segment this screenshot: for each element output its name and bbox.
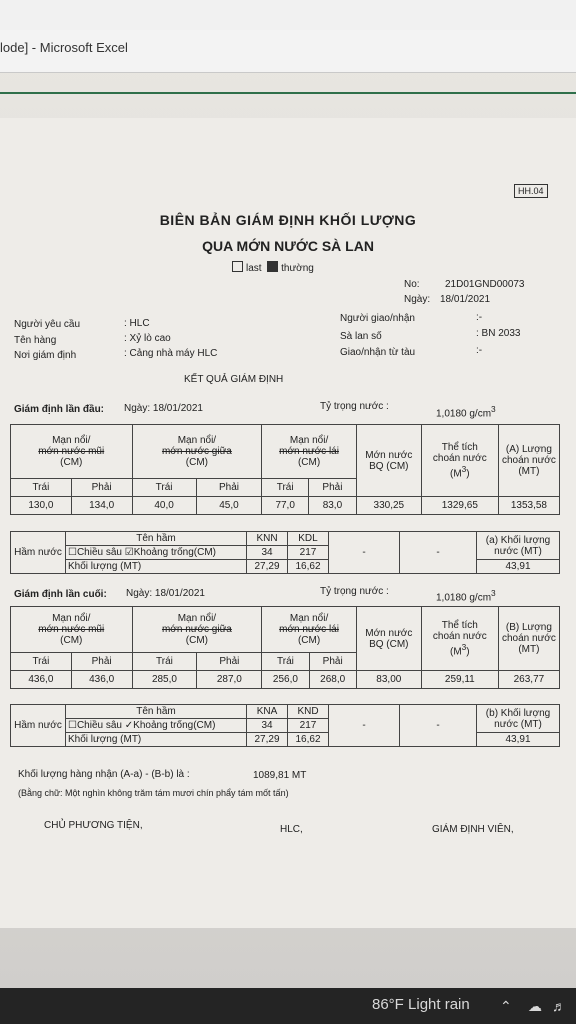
water-total-value: 43,91 — [477, 560, 560, 574]
summary-label: Khối lượng hàng nhận (A-a) - (B-b) là : — [18, 769, 190, 780]
value-cell: 1329,65 — [421, 497, 498, 515]
ship-label: Giao/nhận từ tàu — [340, 347, 416, 358]
date-value: 18/01/2021 — [440, 294, 491, 305]
option-value: 217 — [288, 546, 329, 560]
measure-option[interactable]: ☐Chiều sâu ✓Khoảng trống(CM) — [66, 719, 247, 733]
goods-value: : Xỷ lò cao — [124, 333, 171, 344]
last-density-value: 1,0180 $g/cm^3$ — [436, 588, 496, 604]
top-strip — [0, 0, 576, 30]
value-cell: 130,0 — [11, 497, 72, 515]
first-draft-table — [10, 424, 560, 515]
value-cell: 256,0 — [262, 671, 309, 689]
date-label: Ngày: — [404, 294, 431, 305]
amount-in-words: (Bằng chữ: Một nghìn không trăm tám mươi chín phẩy tám mốt tấn) — [18, 788, 289, 798]
knn-header: KNN — [247, 532, 288, 546]
summary-value: 1089,81 MT — [253, 770, 307, 781]
option-value: 34 — [247, 546, 288, 560]
last-draft-table — [10, 606, 560, 689]
aft-header: Mạn nổi/ mớn nước lái (CM) — [262, 425, 357, 479]
value-cell: 83,00 — [356, 671, 421, 689]
value-cell: 268,0 — [309, 671, 356, 689]
value-cell: 285,0 — [132, 671, 197, 689]
col-left: Trái — [132, 653, 197, 671]
last-water-table — [10, 704, 560, 747]
water-total-label: (a) Khối lượng nước (MT) — [477, 532, 560, 560]
value-cell: 83,0 — [309, 497, 357, 515]
option-value: 217 — [288, 719, 329, 733]
col-left: Trái — [132, 479, 196, 497]
col-right: Phải — [71, 479, 132, 497]
dash-cell: - — [400, 705, 477, 747]
ribbon-divider — [0, 92, 576, 94]
volume-header: Thể tích choán nước $(M^3)$ — [421, 607, 498, 671]
dash-cell: - — [329, 705, 400, 747]
last-inspection-label: Giám định lần cuối: — [14, 589, 107, 600]
value-cell: 436,0 — [11, 671, 72, 689]
col-left: Trái — [11, 653, 72, 671]
value-cell: 259,11 — [421, 671, 498, 689]
first-density-value: 1,0180 $g/cm^3$ — [436, 404, 496, 420]
window-title: lode] - Microsoft Excel — [0, 40, 128, 55]
place-value: : Cảng nhà máy HLC — [124, 348, 218, 359]
value-cell: 287,0 — [197, 671, 262, 689]
first-water-table — [10, 531, 560, 574]
deliverer-value: :- — [476, 312, 483, 323]
measure-option[interactable]: ☐Chiều sâu ☑Khoảng trống(CM) — [66, 546, 247, 560]
signature-inspector: GIÁM ĐỊNH VIÊN, — [432, 824, 514, 835]
hold-label: Hầm nước — [11, 532, 66, 574]
document-title: BIÊN BẢN GIÁM ĐỊNH KHỐI LƯỢNG — [159, 212, 417, 228]
dash-cell: - — [400, 532, 477, 574]
value-cell: 263,77 — [498, 671, 559, 689]
deliverer-label: Người giao/nhận — [340, 313, 415, 324]
value-cell: 77,0 — [262, 497, 309, 515]
result-title: KẾT QUẢ GIÁM ĐỊNH — [184, 374, 284, 385]
kdl-header: KDL — [288, 532, 329, 546]
col-left: Trái — [262, 479, 309, 497]
network-icon[interactable]: ☁ — [528, 998, 542, 1014]
no-label: No: — [404, 279, 420, 290]
bow-header: Mạn nổi/ mớn nước mũi (CM) — [11, 607, 133, 653]
option-normal: thường — [281, 263, 314, 274]
requester-label: Người yêu cầu — [14, 319, 81, 330]
weight-value: 16,62 — [288, 733, 329, 747]
signature-owner: CHỦ PHƯƠNG TIỆN, — [44, 820, 143, 831]
water-total-label: (b) Khối lượng nước (MT) — [477, 705, 560, 733]
value-cell: 1353,58 — [498, 497, 559, 515]
aft-header: Mạn nổi/ mớn nước lái (CM) — [262, 607, 357, 653]
signature-hlc: HLC, — [280, 824, 303, 835]
weight-value: 27,29 — [247, 733, 288, 747]
requester-value: : HLC — [124, 318, 150, 329]
col-right: Phải — [197, 653, 262, 671]
ship-value: :- — [476, 345, 483, 356]
document-subtitle: QUA MỚN NƯỚC SÀ LAN — [202, 238, 374, 254]
avg-draft-header: Mớn nước BQ (CM) — [356, 425, 421, 497]
col-left: Trái — [262, 653, 309, 671]
col-right: Phải — [196, 479, 262, 497]
hold-label: Hầm nước — [11, 705, 66, 747]
knd-header: KND — [288, 705, 329, 719]
mid-header: Mạn nổi/ mớn nước giữa (CM) — [132, 425, 262, 479]
value-cell: 134,0 — [71, 497, 132, 515]
last-inspection-date: Ngày: 18/01/2021 — [126, 588, 205, 599]
place-label: Nơi giám định — [14, 350, 77, 361]
value-cell: 330,25 — [356, 497, 421, 515]
mid-header: Mạn nổi/ mớn nước giữa (CM) — [132, 607, 262, 653]
barge-value: : BN 2033 — [476, 328, 521, 339]
value-cell: 45,0 — [196, 497, 262, 515]
weather-widget[interactable]: 86°F Light rain — [372, 996, 470, 1013]
hold-name-header: Tên hầm — [66, 705, 247, 719]
value-cell: 436,0 — [71, 671, 132, 689]
weight-value: 27,29 — [247, 560, 288, 574]
volume-icon[interactable]: ♬ — [552, 998, 566, 1014]
goods-label: Tên hàng — [14, 335, 57, 346]
weight-label: Khối lượng (MT) — [66, 733, 247, 747]
first-inspection-label: Giám định lần đầu: — [14, 404, 105, 415]
option-value: 34 — [247, 719, 288, 733]
displacement-header: (B) Lượng choán nước (MT) — [498, 607, 559, 671]
form-code: HH.04 — [514, 184, 548, 198]
taskbar — [0, 988, 576, 1024]
barge-label: Sà lan số — [340, 331, 382, 342]
checkbox-last[interactable] — [232, 261, 243, 272]
col-right: Phải — [71, 653, 132, 671]
volume-header: Thể tích choán nước $(M^3)$ — [421, 425, 498, 497]
dash-cell: - — [329, 532, 400, 574]
no-value: 21D01GND00073 — [445, 279, 525, 290]
col-right: Phải — [309, 479, 357, 497]
first-density-label: Tỷ trọng nước : — [320, 401, 389, 412]
col-left: Trái — [11, 479, 72, 497]
inspection-type — [232, 261, 314, 274]
bow-header: Mạn nổi/ mớn nước mũi (CM) — [11, 425, 133, 479]
avg-draft-header: Mớn nước BQ (CM) — [356, 607, 421, 671]
option-last: last — [246, 263, 262, 274]
checkbox-normal[interactable] — [267, 261, 278, 272]
weight-value: 16,62 — [288, 560, 329, 574]
col-right: Phải — [309, 653, 356, 671]
first-inspection-date: Ngày: 18/01/2021 — [124, 403, 203, 414]
chevron-up-icon[interactable]: ⌃ — [500, 998, 512, 1014]
water-total-value: 43,91 — [477, 733, 560, 747]
weight-label: Khối lượng (MT) — [66, 560, 247, 574]
value-cell: 40,0 — [132, 497, 196, 515]
window-titlebar[interactable] — [0, 30, 576, 73]
hold-name-header: Tên hầm — [66, 532, 247, 546]
last-density-label: Tỷ trọng nước : — [320, 586, 389, 597]
displacement-header: (A) Lượng choán nước (MT) — [498, 425, 559, 497]
kna-header: KNA — [247, 705, 288, 719]
